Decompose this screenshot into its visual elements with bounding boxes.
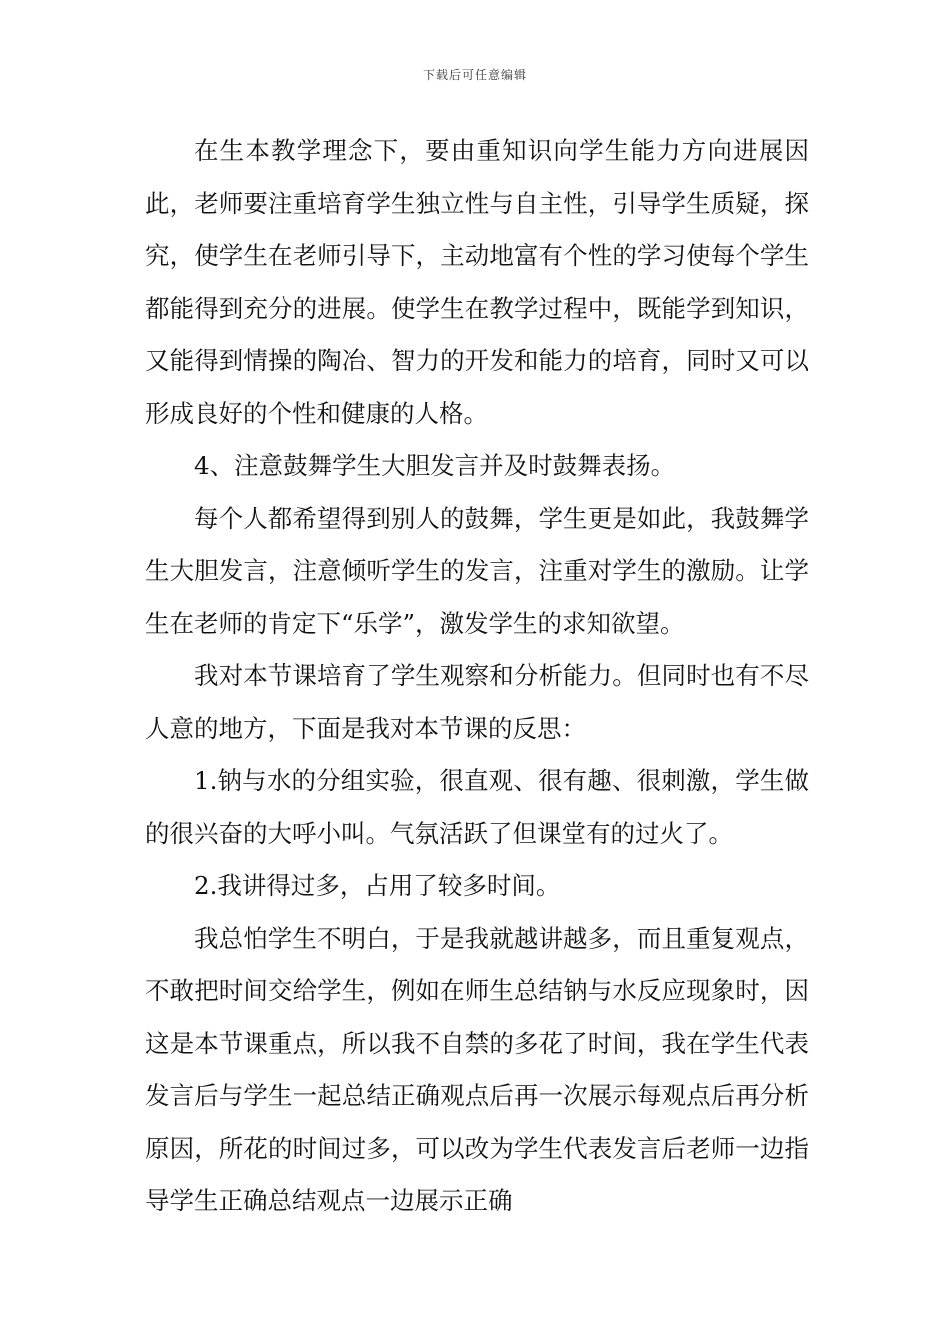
page-header: 下载后可任意编辑	[422, 68, 527, 82]
paragraph: 2.我讲得过多，占用了较多时间。	[194, 871, 561, 900]
document-body	[145, 125, 809, 1228]
paragraph: 我总怕学生不明白，于是我就越讲越多，而且重复观点，不敢把时间交给学生，例如在师生总结钠与水反应现象时，因这是本节课重点，所以我不自禁的多花了时间，我在学生代表发言后与学生一起总结正确观点后再一次展示每观点后再分析原因，所花的时间过多，可以改为学生代表发言后老师一边指导学生正确总结观点一边展示正确	[145, 923, 809, 1215]
paragraph: 每个人都希望得到别人的鼓舞，学生更是如此，我鼓舞学生大胆发言，注意倾听学生的发言，注重对学生的激励。让学生在老师的肯定下“乐学”，激发学生的求知欲望。	[145, 503, 809, 638]
paragraph: 1.钠与水的分组实验，很直观、很有趣、很刺激，学生做的很兴奋的大呼小叫。气氛活跃了但课堂有的过火了。	[145, 766, 809, 848]
paragraph: 我对本节课培育了学生观察和分析能力。但同时也有不尽人意的地方，下面是我对本节课的反思：	[145, 661, 809, 743]
paragraph: 4、注意鼓舞学生大胆发言并及时鼓舞表扬。	[194, 451, 676, 480]
paragraph: 在生本教学理念下，要由重知识向学生能力方向进展因此，老师要注重培育学生独立性与自主性，引导学生质疑，探究，使学生在老师引导下，主动地富有个性的学习使每个学生都能得到充分的进展。使学生在教学过程中，既能学到知识，又能得到情操的陶冶、智力的开发和能力的培育，同时又可以形成良好的个性和健康的人格。	[145, 136, 809, 428]
